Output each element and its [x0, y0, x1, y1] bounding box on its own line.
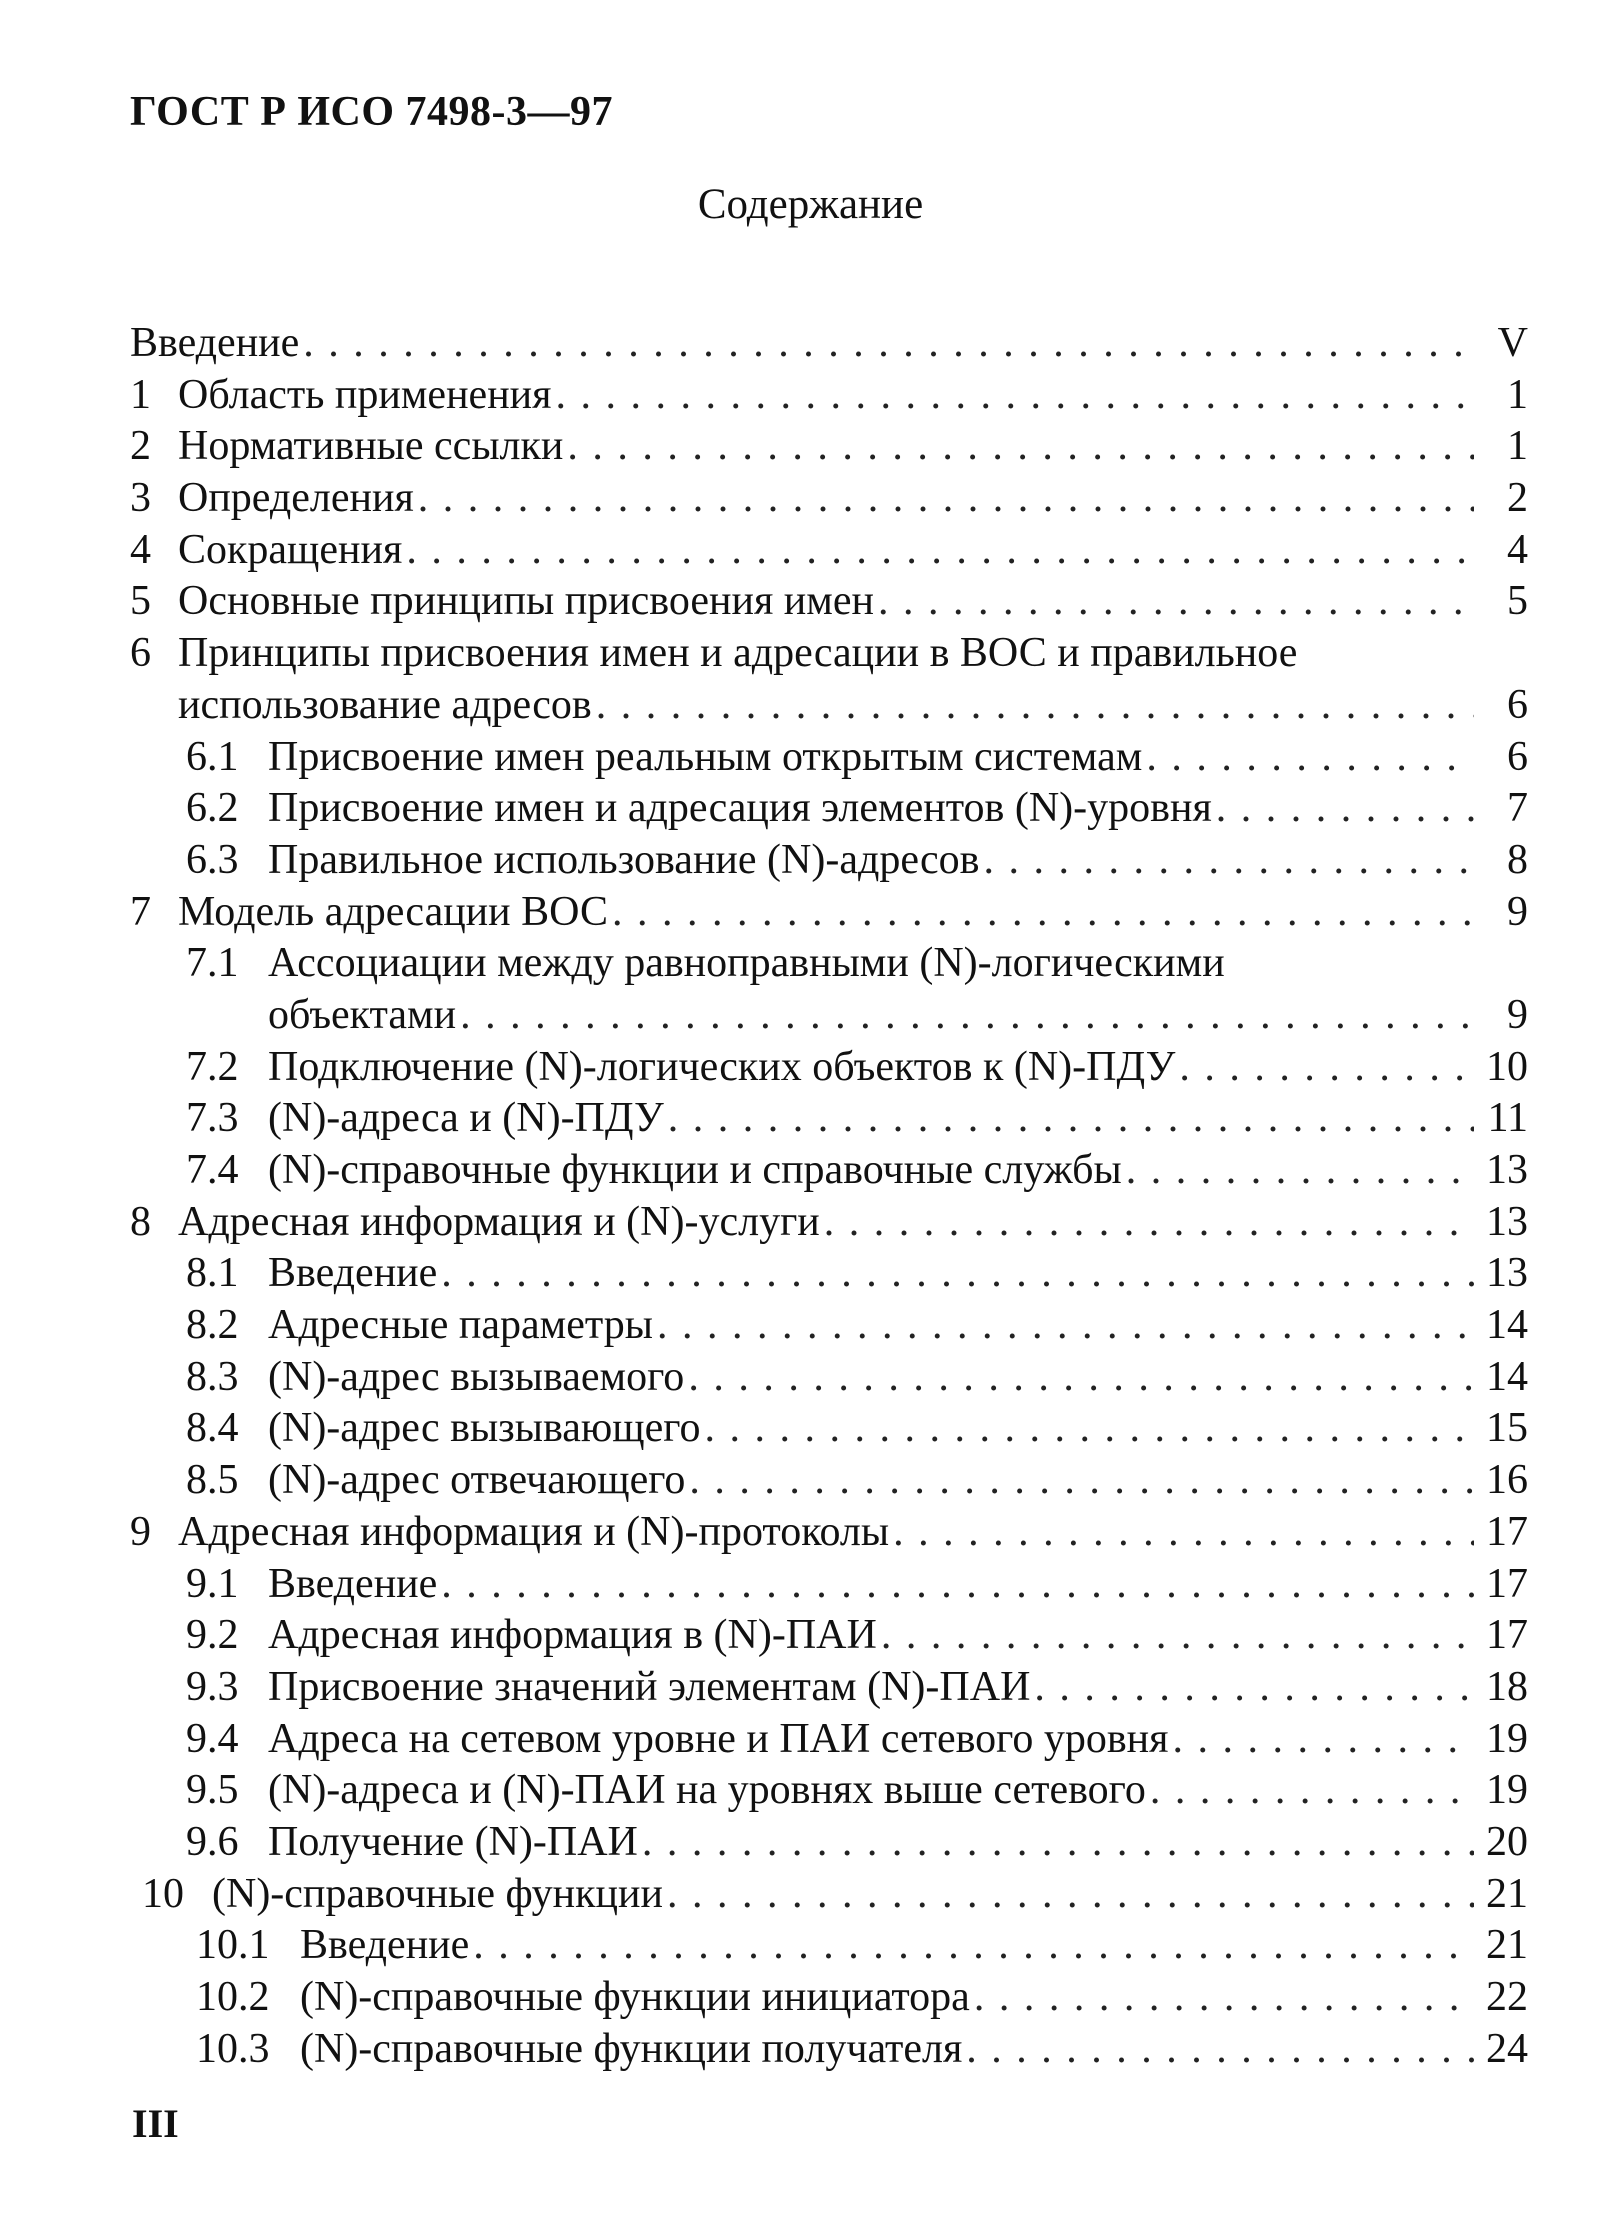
toc-entry-page: 9 [1507, 991, 1528, 1038]
toc-entry-number: 7.4 [186, 1147, 239, 1193]
toc-entry-label: Сокращения [178, 526, 403, 573]
leader-dots [1172, 1714, 1474, 1766]
toc-entry-number: 9 [130, 1508, 151, 1555]
toc-subentry[interactable] [130, 938, 1528, 990]
toc-entry-label: Введение [130, 320, 300, 366]
toc-subentry[interactable] [130, 1403, 1528, 1455]
toc-entry-label-line1: Ассоциации между равноправными (N)-логическими [268, 940, 1225, 987]
toc-entry-label: Нормативные ссылки [178, 423, 564, 470]
toc-entry-page: 10 [1486, 1043, 1528, 1090]
toc-entry-number: 9.3 [186, 1663, 239, 1710]
toc-subentry[interactable] [130, 1765, 1528, 1817]
toc-subentry[interactable] [130, 1352, 1528, 1404]
toc-entry-page: 6 [1507, 733, 1528, 780]
leader-dots [418, 473, 1474, 525]
toc-entry-label: Присвоение имен и адресация элементов (N)-уровня [268, 785, 1212, 832]
leader-dots [460, 990, 1474, 1042]
leader-dots [1146, 732, 1474, 784]
toc-entry-page: 17 [1486, 1508, 1528, 1555]
toc-entry-page: 21 [1486, 1870, 1528, 1917]
leader-dots [667, 1869, 1474, 1921]
toc-title: Содержание [697, 181, 924, 228]
toc-entry-label: (N)-справочные функции инициатора [300, 1974, 970, 2020]
toc-subentry[interactable] [130, 1455, 1528, 1507]
leader-dots [984, 835, 1475, 887]
toc-entry-label: (N)-справочные функции получателя [300, 2025, 963, 2072]
toc-entry-label: Область применения [178, 371, 552, 418]
leader-dots [441, 1248, 1474, 1300]
toc-entry-label: использование адресов [178, 681, 592, 728]
toc-entry-label: Подключение (N)-логических объектов к (N)-ПДУ [268, 1043, 1176, 1090]
leader-dots [406, 525, 1474, 577]
toc-entry-number: 10.1 [196, 1922, 270, 1969]
toc-entry-page: 2 [1507, 475, 1528, 522]
leader-dots [689, 1455, 1474, 1507]
toc-entry-label: Адреса на сетевом уровне и ПАИ сетевого уровня [268, 1715, 1169, 1762]
leader-dots [596, 680, 1474, 732]
toc-entry-label: Основные принципы присвоения имен [178, 578, 874, 625]
toc-entry-page: 18 [1486, 1663, 1528, 1710]
toc-entry-label: (N)-адрес отвечающего [268, 1457, 686, 1504]
toc-entry[interactable] [130, 318, 1528, 370]
toc-entry-number: 1 [130, 371, 151, 418]
toc-entry-page: 19 [1486, 1767, 1528, 1814]
toc-entry[interactable] [130, 370, 1528, 422]
toc-subentry[interactable] [130, 1610, 1528, 1662]
toc-entry-number: 8 [130, 1198, 151, 1245]
toc-subentry[interactable] [130, 1248, 1528, 1300]
toc-entry[interactable] [130, 1197, 1528, 1249]
toc-entry-number: 7 [130, 888, 151, 935]
leader-dots [1034, 1662, 1474, 1714]
page-number: III [132, 2101, 179, 2146]
toc-entry-label: (N)-адрес вызывающего [268, 1405, 701, 1452]
toc-subentry[interactable] [130, 1714, 1528, 1766]
toc-entry-label: Адресная информация и (N)-протоколы [178, 1508, 890, 1555]
toc-entry-label: Определения [178, 475, 414, 522]
toc-subentry[interactable] [130, 1559, 1528, 1611]
toc-entry-number: 6.2 [186, 785, 239, 832]
toc-entry-number: 10.3 [196, 2025, 270, 2072]
leader-dots [555, 370, 1474, 422]
leader-dots [668, 1093, 1474, 1145]
leader-dots [878, 576, 1474, 628]
toc-entry-label: Присвоение значений элементам (N)-ПАИ [268, 1663, 1031, 1710]
toc-entry-page: 11 [1487, 1095, 1528, 1142]
leader-dots [642, 1817, 1474, 1869]
toc-entry[interactable] [130, 628, 1528, 680]
toc-entry-page: 17 [1486, 1612, 1528, 1659]
leader-dots [657, 1300, 1474, 1352]
toc-entry-number: 7.3 [186, 1095, 239, 1142]
toc-entry[interactable] [130, 421, 1528, 473]
toc-subentry[interactable] [130, 1817, 1528, 1869]
toc-entry-number: 9.4 [186, 1715, 239, 1762]
leader-dots [567, 421, 1474, 473]
toc-entry-number: 8.1 [186, 1250, 239, 1297]
toc-entry-label: (N)-справочные функции [212, 1870, 663, 1917]
toc-entry-label: (N)-адреса и (N)-ПДУ [268, 1095, 664, 1142]
toc-subentry[interactable] [130, 1093, 1528, 1145]
toc-entry-number: 9.5 [186, 1767, 239, 1814]
toc-entry-continuation[interactable] [130, 680, 1528, 732]
toc-entry-number: 9.2 [186, 1612, 239, 1659]
toc-entry-number: 8.4 [186, 1405, 239, 1452]
toc-subentry[interactable] [130, 1972, 1528, 2024]
toc-entry-page: 1 [1507, 371, 1528, 418]
toc-subentry[interactable] [130, 1662, 1528, 1714]
toc-subentry[interactable] [130, 1300, 1528, 1352]
toc-entry-number: 7.2 [186, 1043, 239, 1090]
toc-entry-label: Адресная информация и (N)-услуги [178, 1198, 820, 1245]
toc-entry[interactable] [130, 525, 1528, 577]
leader-dots [1216, 783, 1474, 835]
toc-entry-label-line1: Принципы присвоения имен и адресации в ВОС и правильное [178, 630, 1298, 677]
leader-dots [1179, 1042, 1474, 1094]
toc-entry-number: 9.1 [186, 1560, 239, 1607]
toc-entry-page: 7 [1507, 785, 1528, 832]
toc-entry-label: (N)-адреса и (N)-ПАИ на уровнях выше сетевого [268, 1767, 1146, 1814]
toc-entry-label: (N)-адрес вызываемого [268, 1353, 685, 1400]
toc-entry-page: 13 [1486, 1198, 1528, 1245]
toc-entry-label: Присвоение имен реальным открытым системам [268, 733, 1143, 780]
toc-entry-number: 5 [130, 578, 151, 625]
toc-entry-number: 10.2 [196, 1974, 270, 2020]
toc-entry-number: 9.6 [186, 1818, 239, 1865]
toc-entry-page: 21 [1486, 1922, 1528, 1969]
toc-entry-page: 22 [1486, 1974, 1528, 2020]
leader-dots [441, 1559, 1474, 1611]
toc-entry[interactable] [130, 473, 1528, 525]
toc-entry-page: 6 [1507, 681, 1528, 728]
toc-entry-label: Правильное использование (N)-адресов [268, 836, 980, 883]
toc-entry-label: Получение (N)-ПАИ [268, 1818, 638, 1865]
leader-dots [473, 1920, 1474, 1972]
toc-entry[interactable] [130, 576, 1528, 628]
leader-dots [974, 1972, 1474, 2024]
toc-entry-number: 6 [130, 630, 151, 677]
toc-entry-page: 15 [1486, 1405, 1528, 1452]
toc-subentry[interactable] [130, 835, 1528, 887]
toc-entry-label: Введение [268, 1560, 438, 1607]
toc-entry-page: 13 [1486, 1250, 1528, 1297]
toc-entry-page: 19 [1486, 1715, 1528, 1762]
toc-entry-page: 13 [1486, 1147, 1528, 1193]
leader-dots [688, 1352, 1474, 1404]
toc-entry-label: Введение [268, 1250, 438, 1297]
toc-entry-label: (N)-справочные функции и справочные службы [268, 1147, 1122, 1193]
toc-entry-page: 9 [1507, 888, 1528, 935]
toc-subentry[interactable] [130, 1145, 1528, 1197]
leader-dots [1126, 1145, 1474, 1197]
toc-entry-page: 1 [1507, 423, 1528, 470]
toc-entry-page: 17 [1486, 1560, 1528, 1607]
toc-entry-page: 16 [1486, 1457, 1528, 1504]
toc-entry-number: 7.1 [186, 940, 239, 987]
toc-entry-number: 8.3 [186, 1353, 239, 1400]
toc-entry-page: 20 [1486, 1818, 1528, 1865]
standard-designation: ГОСТ Р ИСО 7498-3—97 [130, 89, 614, 135]
leader-dots [1150, 1765, 1474, 1817]
toc-entry-page: 8 [1507, 836, 1528, 883]
toc-entry-page: V [1497, 320, 1528, 366]
toc-entry-number: 8.2 [186, 1302, 239, 1349]
toc-subentry[interactable] [130, 1042, 1528, 1094]
toc-entry-label: Адресная информация в (N)-ПАИ [268, 1612, 877, 1659]
toc-subentry[interactable] [130, 783, 1528, 835]
leader-dots [704, 1403, 1474, 1455]
toc-entry[interactable] [130, 1507, 1528, 1559]
toc-subentry[interactable] [130, 2024, 1528, 2076]
leader-dots [612, 887, 1474, 939]
toc-entry-number: 10 [142, 1870, 184, 1917]
toc-entry-page: 14 [1486, 1302, 1528, 1349]
leader-dots [824, 1197, 1474, 1249]
toc-entry-page: 24 [1486, 2025, 1528, 2072]
toc-subentry-continuation[interactable] [130, 990, 1528, 1042]
leader-dots [881, 1610, 1474, 1662]
toc-subentry[interactable] [130, 732, 1528, 784]
leader-dots [893, 1507, 1474, 1559]
toc-entry-number: 8.5 [186, 1457, 239, 1504]
toc-entry-label: Введение [300, 1922, 470, 1969]
toc-entry-number: 4 [130, 526, 151, 573]
toc-entry-page: 5 [1507, 578, 1528, 625]
toc-entry-label: объектами [268, 991, 457, 1038]
toc-entry[interactable] [130, 887, 1528, 939]
toc-subentry[interactable] [130, 1920, 1528, 1972]
leader-dots [303, 318, 1474, 370]
toc-entry-label: Модель адресации ВОС [178, 888, 609, 935]
toc-entry-label: Адресные параметры [268, 1302, 653, 1349]
toc-entry-number: 2 [130, 423, 151, 470]
toc-entry-number: 6.3 [186, 836, 239, 883]
leader-dots [966, 2024, 1474, 2076]
toc-entry-page: 4 [1507, 526, 1528, 573]
toc-entry-number: 3 [130, 475, 151, 522]
toc-entry-page: 14 [1486, 1353, 1528, 1400]
toc-entry-number: 6.1 [186, 733, 239, 780]
table-of-contents [130, 318, 1528, 2075]
toc-entry[interactable] [130, 1869, 1528, 1921]
